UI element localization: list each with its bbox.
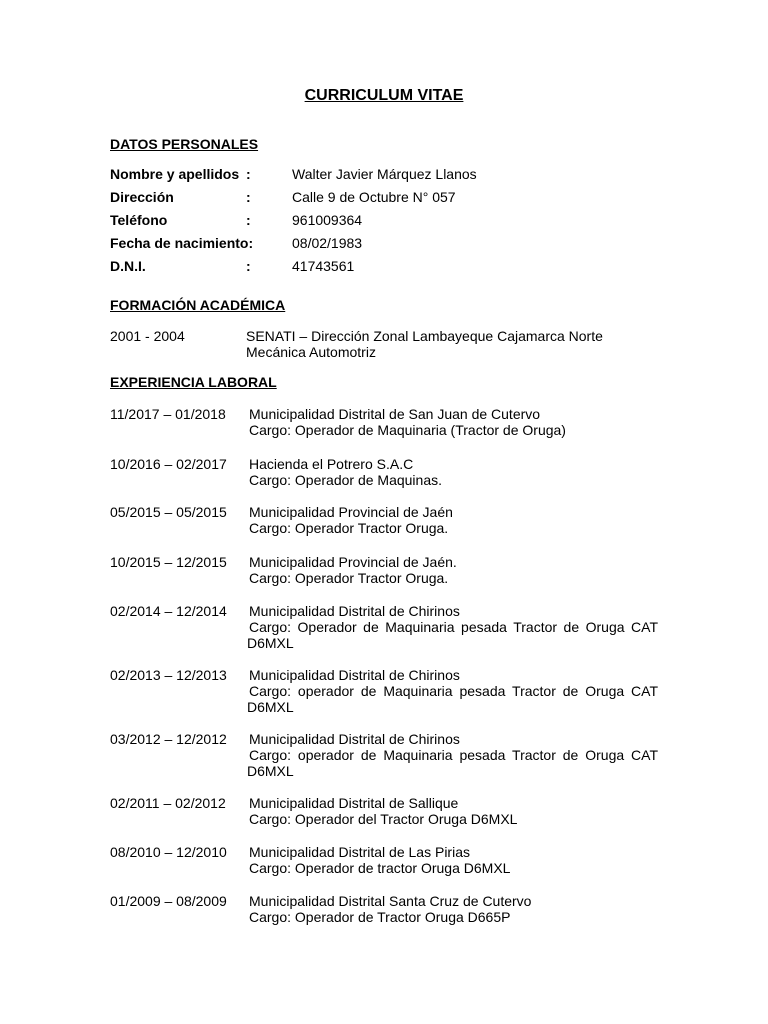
personal-row-address: [110, 189, 670, 207]
job-role: Cargo: Operador del Tractor Oruga D6MXL: [249, 811, 518, 827]
experience-heading: EXPERIENCIA LABORAL: [110, 374, 277, 390]
job-role: Cargo: operador de Maquinaria pesada Tractor de Oruga CAT D6MXL: [247, 683, 658, 715]
personal-label: Dirección: [110, 189, 174, 205]
personal-value: Walter Javier Márquez Llanos: [292, 166, 477, 182]
education-heading: FORMACIÓN ACADÉMICA: [110, 297, 286, 313]
job-employer: Municipalidad Distrital de San Juan de Cutervo: [249, 406, 541, 422]
job-employer: Municipalidad Distrital de Chirinos: [249, 667, 460, 683]
personal-label: Nombre y apellidos: [110, 166, 240, 182]
job-period: 05/2015 – 05/2015: [110, 504, 227, 520]
personal-row-name: [110, 166, 670, 184]
job-employer: Hacienda el Potrero S.A.C: [249, 456, 414, 472]
job-role: Cargo: Operador de Maquinas.: [249, 472, 442, 488]
job-employer: Municipalidad Distrital de Las Pirias: [249, 844, 470, 860]
job-role: Cargo: Operador de Maquinaria (Tractor de Oruga): [249, 422, 566, 438]
job-period: 10/2015 – 12/2015: [110, 554, 227, 570]
job-period: 11/2017 – 01/2018: [110, 406, 226, 422]
personal-colon: :: [246, 258, 251, 274]
personal-colon: :: [246, 166, 251, 182]
job-role: Cargo: operador de Maquinaria pesada Tractor de Oruga CAT D6MXL: [247, 747, 658, 779]
job-employer: Municipalidad Provincial de Jaén: [249, 504, 453, 520]
education-institution: SENATI – Dirección Zonal Lambayeque Cajamarca Norte: [246, 328, 603, 344]
personal-label: D.N.I.: [110, 258, 146, 274]
personal-row-phone: [110, 212, 670, 230]
personal-colon: :: [246, 212, 251, 228]
job-role: Cargo: Operador Tractor Oruga.: [249, 520, 449, 536]
personal-value: 41743561: [292, 258, 355, 274]
job-role: Cargo: Operador de Maquinaria pesada Tractor de Oruga CAT D6MXL: [247, 619, 658, 651]
job-employer: Municipalidad Distrital de Chirinos: [249, 731, 460, 747]
education-period: 2001 - 2004: [110, 328, 185, 344]
personal-value: 08/02/1983: [292, 235, 363, 251]
document-title: CURRICULUM VITAE: [304, 87, 464, 104]
job-role: Cargo: Operador de tractor Oruga D6MXL: [249, 860, 511, 876]
job-period: 02/2011 – 02/2012: [110, 795, 226, 811]
job-role: Cargo: Operador Tractor Oruga.: [249, 570, 449, 586]
job-employer: Municipalidad Distrital de Chirinos: [249, 603, 460, 619]
job-period: 10/2016 – 02/2017: [110, 456, 227, 472]
job-employer: Municipalidad Distrital de Sallique: [249, 795, 459, 811]
education-program: Mecánica Automotriz: [246, 344, 376, 360]
job-period: 02/2014 – 12/2014: [110, 603, 227, 619]
job-period: 08/2010 – 12/2010: [110, 844, 227, 860]
job-period: 02/2013 – 12/2013: [110, 667, 227, 683]
personal-value: 961009364: [292, 212, 363, 228]
personal-label: Fecha de nacimiento:: [110, 235, 254, 251]
personal-label: Teléfono: [110, 212, 168, 228]
personal-value: Calle 9 de Octubre N° 057: [292, 189, 456, 205]
personal-row-dni: [110, 258, 670, 276]
job-employer: Municipalidad Provincial de Jaén.: [249, 554, 457, 570]
personal-row-birthdate: [110, 235, 670, 253]
job-employer: Municipalidad Distrital Santa Cruz de Cutervo: [249, 893, 532, 909]
personal-colon: :: [246, 189, 251, 205]
job-role: Cargo: Operador de Tractor Oruga D665P: [249, 909, 511, 925]
personal-data-heading: DATOS PERSONALES: [110, 136, 259, 152]
job-period: 03/2012 – 12/2012: [110, 731, 227, 747]
job-period: 01/2009 – 08/2009: [110, 893, 227, 909]
